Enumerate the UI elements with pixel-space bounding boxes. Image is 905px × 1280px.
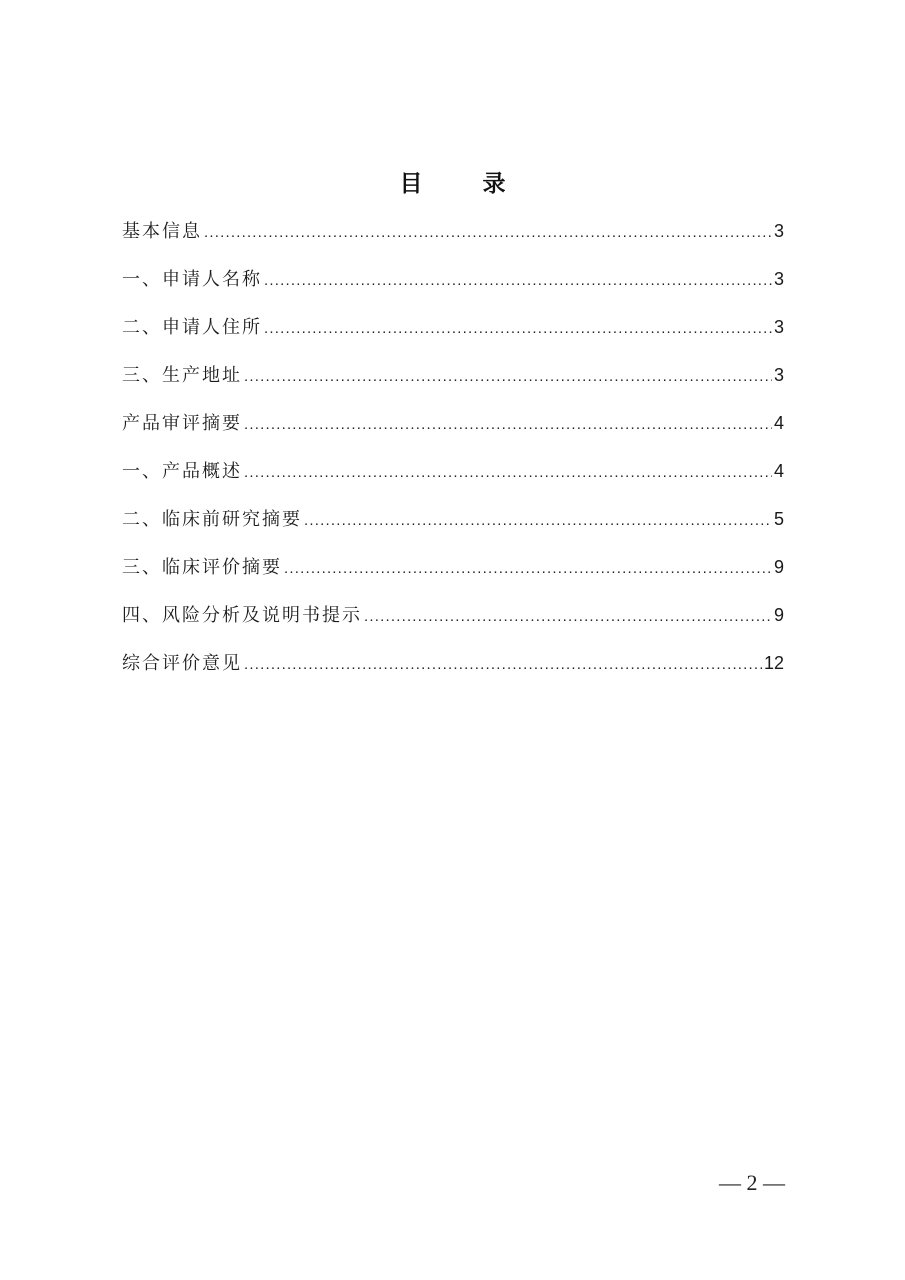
toc-dot-leader <box>244 410 772 440</box>
toc-entry-label: 一、申请人名称 <box>122 269 262 290</box>
toc-entry-label: 二、申请人住所 <box>122 317 262 338</box>
toc-entry-label: 基本信息 <box>122 221 202 242</box>
page-number: — 2 — <box>719 1170 785 1195</box>
toc-entry-label: 综合评价意见 <box>122 653 242 674</box>
toc-entry-label: 三、生产地址 <box>122 365 242 386</box>
toc-entry-page: 12 <box>763 653 784 673</box>
toc-entry-preclinical-summary[interactable] <box>122 504 784 552</box>
toc-entry-applicant-name[interactable] <box>122 264 784 312</box>
toc-dot-leader <box>264 266 772 296</box>
toc-entry-page: 4 <box>773 461 784 481</box>
toc-entry-label: 二、临床前研究摘要 <box>122 509 302 530</box>
toc-entry-page: 3 <box>773 221 784 241</box>
toc-entry-page: 9 <box>773 605 784 625</box>
toc-dot-leader <box>244 458 772 488</box>
toc-entry-page: 3 <box>773 365 784 385</box>
toc-entry-page: 5 <box>773 509 784 529</box>
toc-entry-page: 3 <box>773 269 784 289</box>
toc-entry-page: 4 <box>773 413 784 433</box>
toc-entry-applicant-address[interactable] <box>122 312 784 360</box>
toc-entry-product-overview[interactable] <box>122 456 784 504</box>
toc-entry-clinical-summary[interactable] <box>122 552 784 600</box>
toc-dot-leader <box>244 650 762 680</box>
toc-entry-label: 三、临床评价摘要 <box>122 557 282 578</box>
toc-entry-production-address[interactable] <box>122 360 784 408</box>
table-of-contents <box>122 216 784 696</box>
toc-entry-label: 一、产品概述 <box>122 461 242 482</box>
toc-dot-leader <box>244 362 772 392</box>
toc-entry-label: 产品审评摘要 <box>122 413 242 434</box>
toc-dot-leader <box>284 554 772 584</box>
toc-dot-leader <box>264 314 772 344</box>
toc-entry-page: 9 <box>773 557 784 577</box>
toc-entry-review-summary[interactable] <box>122 408 784 456</box>
toc-dot-leader <box>204 218 772 248</box>
page-title: 目 录 <box>399 171 532 197</box>
toc-entry-risk-analysis[interactable] <box>122 600 784 648</box>
toc-entry-basic-info[interactable] <box>122 216 784 264</box>
toc-dot-leader <box>304 506 772 536</box>
toc-dot-leader <box>364 602 772 632</box>
toc-entry-page: 3 <box>773 317 784 337</box>
toc-entry-label: 四、风险分析及说明书提示 <box>122 605 362 626</box>
toc-entry-overall-opinion[interactable] <box>122 648 784 696</box>
